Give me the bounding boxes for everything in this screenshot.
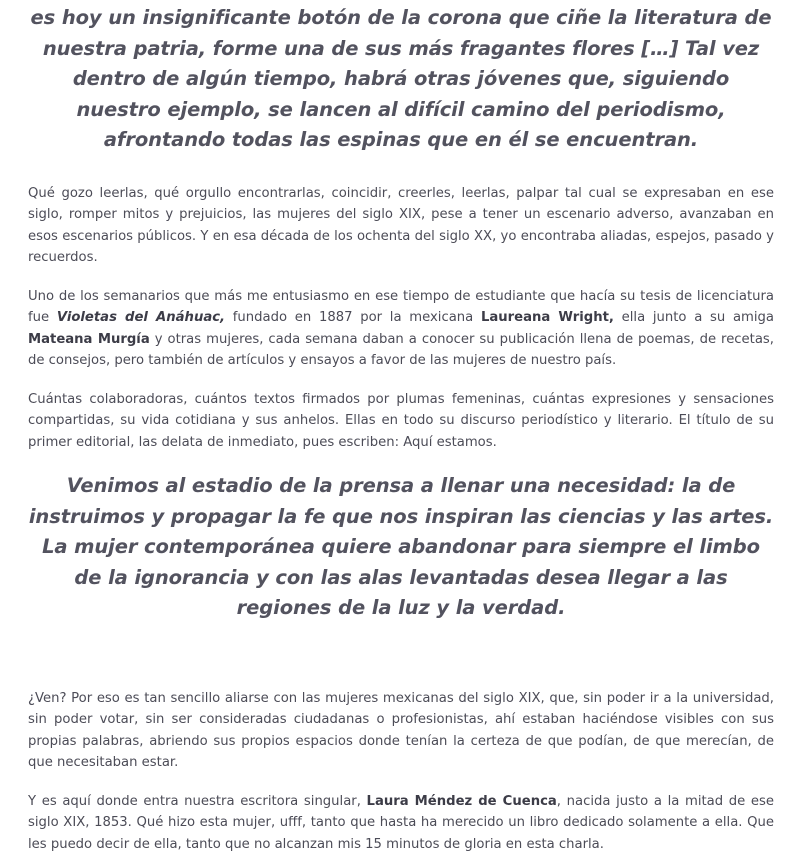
- paragraph-3: Cuántas colaboradoras, cuántos textos firmados por plumas femeninas, cuántas expresiones y sensaciones compartidas, su vida cotidiana y sus anhelos. Ellas en todo su discurso periodístico y literario. El título de su primer editorial, las delata de inmediato, pues escriben: Aquí estamos.: [28, 372, 774, 454]
- paragraph-2-seg-1: Uno de los semanarios que más me entusiasmo en ese tiempo de estudiante que hacía su tesis de licenciatura fue: [28, 289, 774, 326]
- paragraph-5-seg-2: , nacida justo a la mitad de ese siglo XIX, 1853. Qué hizo esta mujer, ufff, tanto que hasta ha merecido un libro dedicado solamente a ella. Que les puedo decir de ella, tanto que no alcanzan mis 15 minutos de gloria en esta charla.: [28, 794, 774, 852]
- paragraph-5: [28, 774, 774, 855]
- person-name-mateana-murgia: Mateana Murgía: [28, 332, 150, 347]
- paragraph-2-seg-3: ella junto a su amiga: [614, 310, 774, 325]
- paragraph-1: Qué gozo leerlas, qué orgullo encontrarlas, coincidir, creerles, leerlas, palpar tal cual se expresaban en ese siglo, romper mitos y prejuicios, las mujeres del siglo XIX, pese a tener un escenario adverso, avanzaban en esos escenarios públicos. Y en esa década de los ochenta del siglo XX, yo encontraba aliadas, espejos, pasado y recuerdos.: [28, 156, 774, 269]
- publication-title: Violetas del Anáhuac,: [57, 310, 225, 325]
- pullquote-top: es hoy un insignificante botón de la corona que ciñe la literatura de nuestra patria, forme una de sus más fragantes flores […] Tal vez dentro de algún tiempo, habrá otras jóvenes que, siguiendo nuestro ejemplo, se lancen al difícil camino del periodismo, afrontando todas las espinas que en él se encuentran.: [28, 0, 774, 156]
- paragraph-2: [28, 269, 774, 372]
- person-name-laura-mendez-de-cuenca: Laura Méndez de Cuenca: [367, 794, 557, 809]
- paragraph-2-seg-4: y otras mujeres, cada semana daban a conocer su publicación llena de poemas, de recetas, de consejos, pero también de artículos y ensayos a favor de las mujeres de nuestro país.: [28, 332, 774, 369]
- pullquote-middle: Venimos al estadio de la prensa a llenar una necesidad: la de instruimos y propagar la fe que nos inspiran las ciencias y las artes. La mujer contemporánea quiere abandonar para siempre el limbo de la ignorancia y con las alas levantadas desea llegar a las regiones de la luz y la verdad.: [28, 453, 774, 624]
- paragraph-2-seg-2: fundado en 1887 por la mexicana: [225, 310, 481, 325]
- paragraph-4: ¿Ven? Por eso es tan sencillo aliarse con las mujeres mexicanas del siglo XIX, que, sin poder ir a la universidad, sin poder votar, sin ser consideradas ciudadanas o profesionistas, ahí estaban haciéndose visibles con sus propias palabras, abriendo sus propios espacios donde tenían la certeza de que podían, de que merecían, de que necesitaban estar.: [28, 624, 774, 774]
- person-name-laureana-wright: Laureana Wright,: [481, 310, 614, 325]
- paragraph-5-seg-1: Y es aquí donde entra nuestra escritora singular,: [28, 794, 367, 809]
